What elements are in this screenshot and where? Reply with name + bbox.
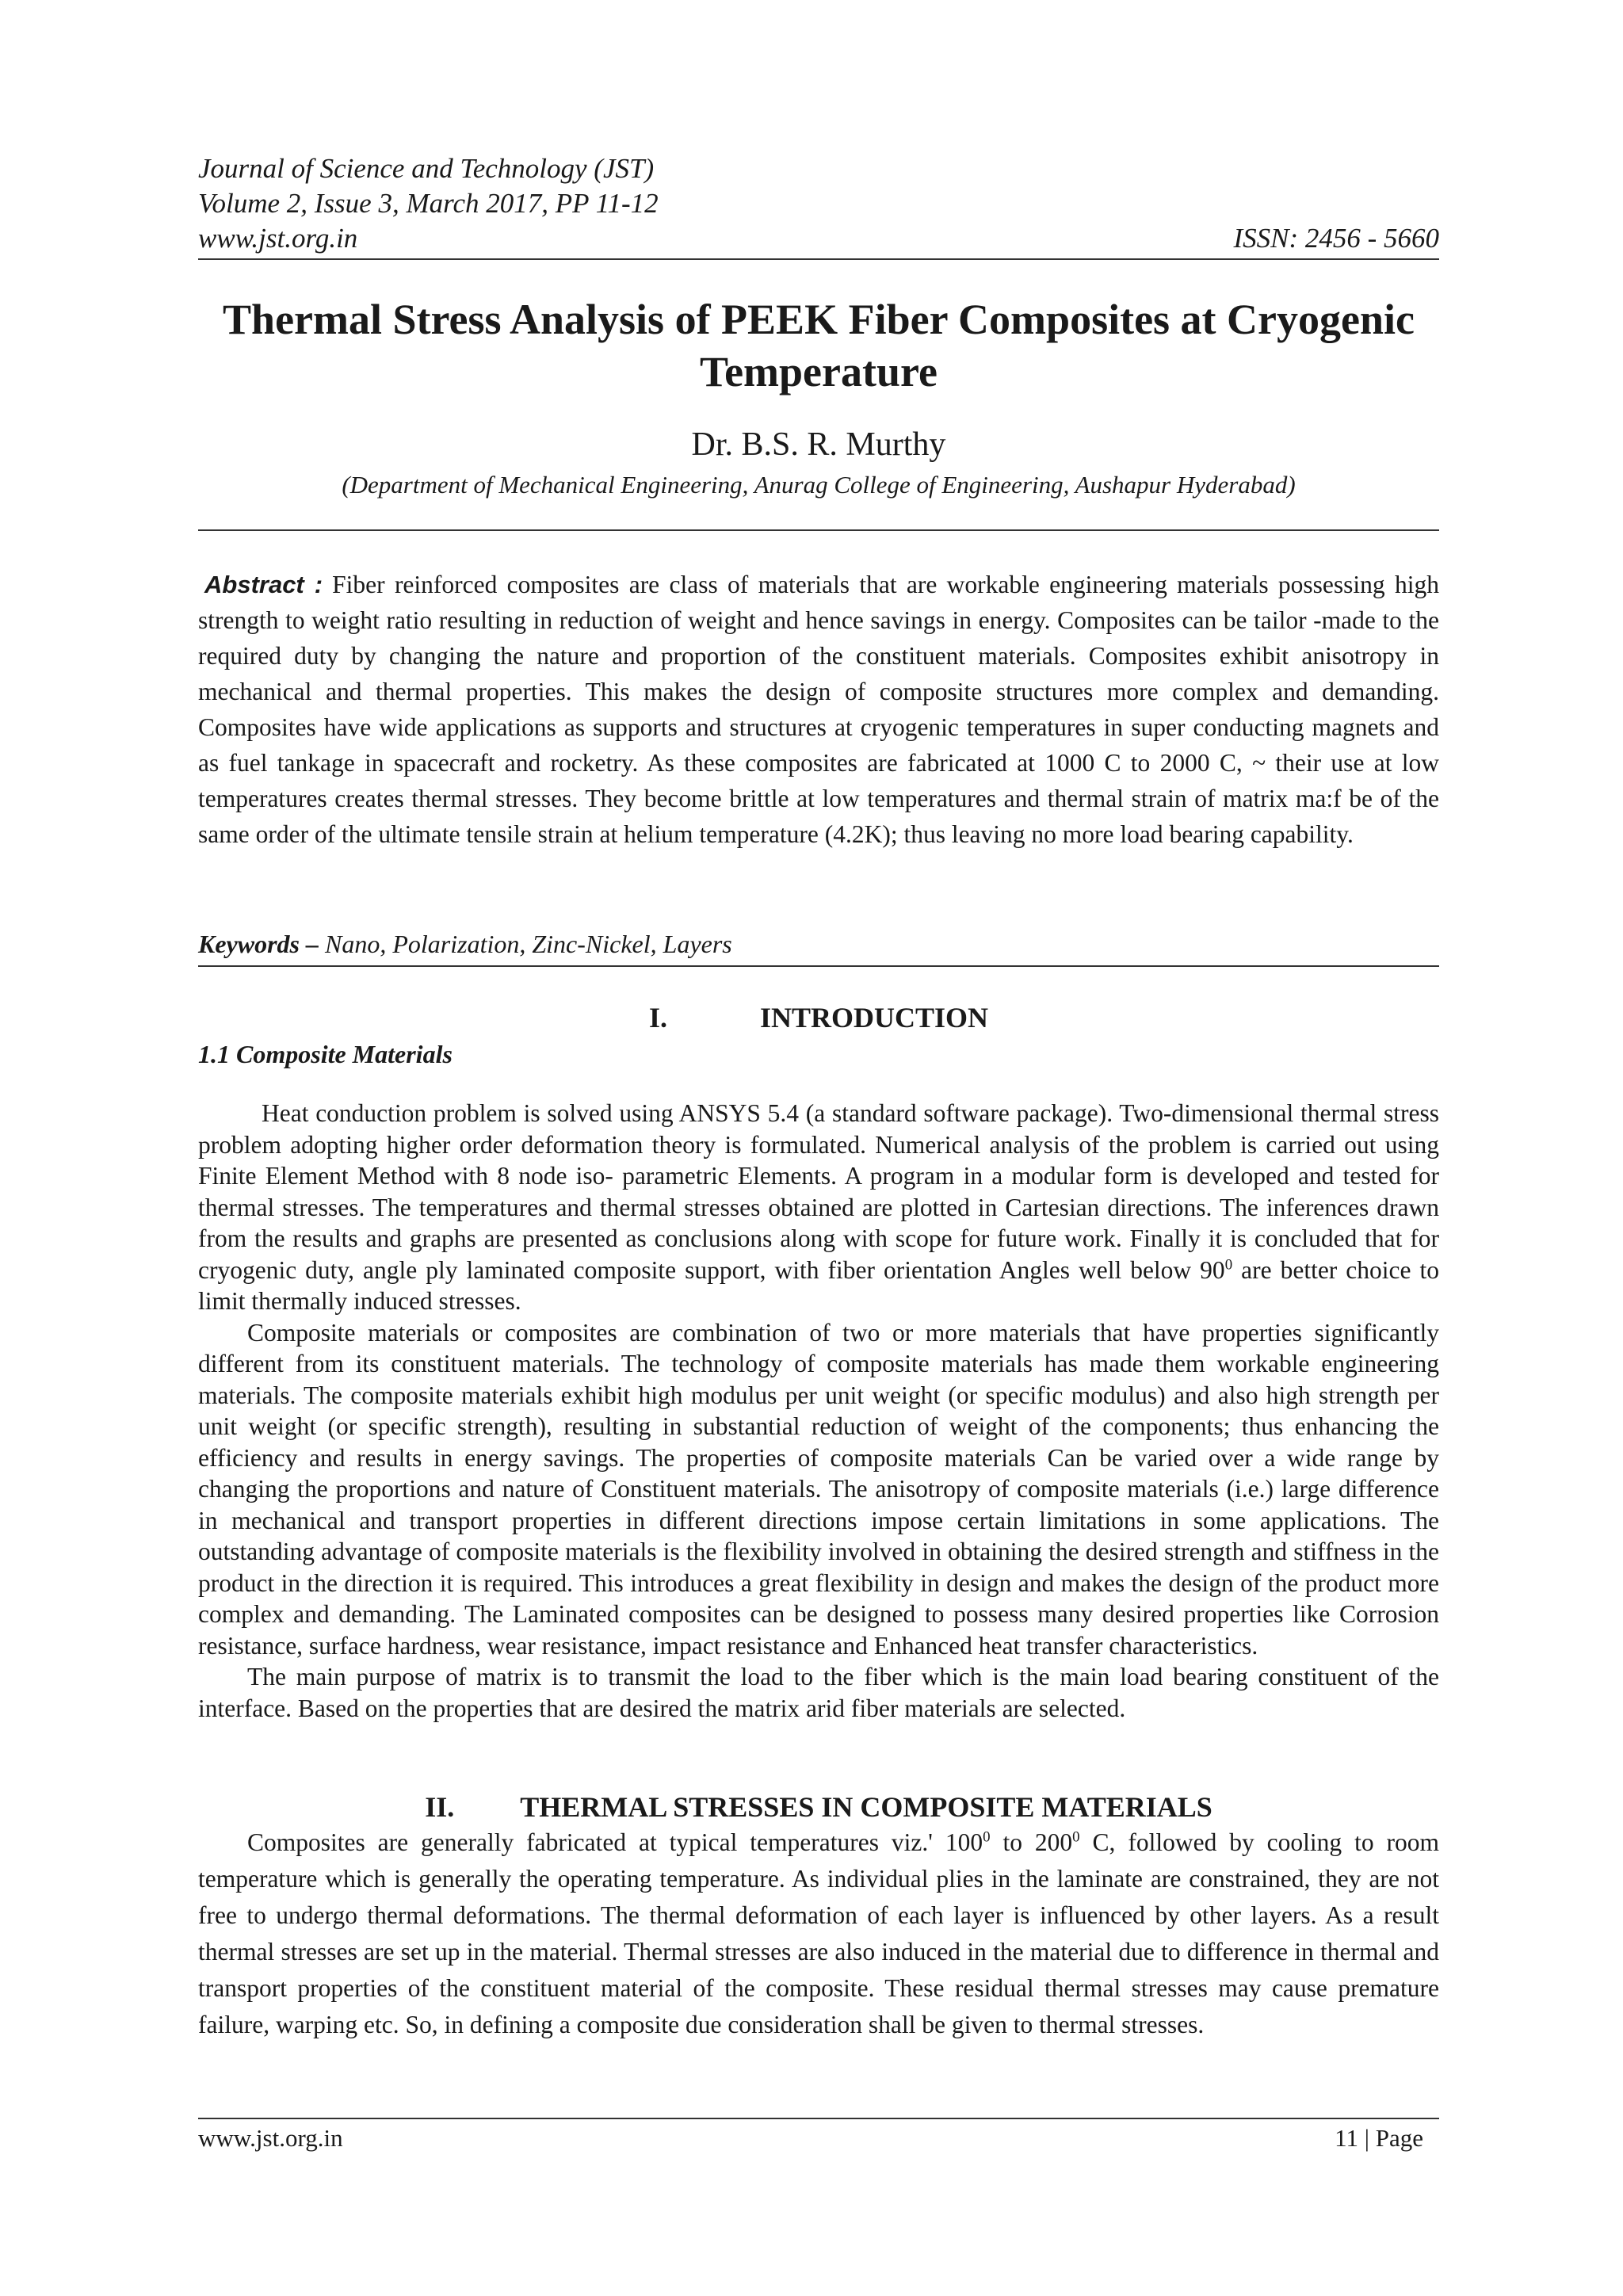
section-heading-thermal-stresses	[198, 1790, 1439, 1824]
keywords-divider	[198, 965, 1439, 967]
header-divider	[198, 258, 1439, 260]
abstract-text: Fiber reinforced composites are class of materials that are workable engineering materials possessing high strength to weight ratio resulting in reduction of weight and hence savings in energy. Composites can be tailor -made to the required duty by changing the nature and proportion of the constituent materials. Composites exhibit anisotropy in mechanical and thermal properties. This makes the design of composite structures more complex and demanding. Composites have wide applications as supports and structures at cryogenic temperatures in super conducting magnets and as fuel tankage in spacecraft and rocketry. As these composites are fabricated at 1000 C to 2000 C, ~ their use at low temperatures creates thermal stresses. They become brittle at low temperatures and thermal strain of matrix ma:f be of the same order of the ultimate tensile strain at helium temperature (4.2K); thus leaving no more load bearing capability.	[198, 571, 1439, 848]
section-number: I.	[648, 1002, 667, 1033]
keywords-text: Nano, Polarization, Zinc-Nickel, Layers	[325, 930, 732, 958]
paper-title: Thermal Stress Analysis of PEEK Fiber Composites at Cryogenic Temperature	[223, 296, 1415, 395]
journal-meta-line	[198, 222, 1439, 255]
footer-divider	[198, 2118, 1439, 2119]
keywords-label: Keywords –	[198, 930, 319, 958]
journal-volume: Volume 2, Issue 3, March 2017, PP 11-12	[198, 188, 659, 219]
section-number: II.	[425, 1791, 455, 1823]
paragraph: Heat conduction problem is solved using ANSYS 5.4 (a standard software package). Two-dimensional thermal stress problem adopting higher order deformation theory is formulated. Numerical analysis of the problem is carried out using Finite Element Method with 8 node iso- parametric Elements. A program in a modular form is developed and tested for thermal stresses. The temperatures and thermal stresses obtained are plotted in Cartesian directions. The inferences drawn from the results and graphs are presented as conclusions along with scope for future work. Finally it is concluded that for cryogenic duty, angle ply laminated composite support, with fiber orientation Angles well below $90^0$ are better choice to limit thermally induced stresses.	[198, 1099, 1439, 1315]
journal-issn: ISSN: 2456 - 5660	[1233, 223, 1439, 254]
paragraph: The main purpose of matrix is to transmit the load to the fiber which is the main load bearing constituent of the interface. Based on the properties that are desired the matrix arid fiber materials are selected.	[198, 1663, 1439, 1722]
paragraph: Composite materials or composites are combination of two or more materials that have properties significantly different from its constituent materials. The technology of composite materials has made them workable engineering materials. The composite materials exhibit high modulus per unit weight (or specific modulus) and also high strength per unit weight (or specific strength), resulting in substantial reduction of weight of the components; thus enhancing the efficiency and results in energy savings. The properties of composite materials Can be varied over a wide range by changing the proportions and nature of Constituent materials. The anisotropy of composite materials (i.e.) large difference in mechanical and transport properties in different directions impose certain limitations in some applications. The outstanding advantage of composite materials is the flexibility involved in obtaining the desired strength and stiffness in the product in the direction it is required. This introduces a great flexibility in design and makes the design of the product more complex and demanding. The Laminated composites can be designed to possess many desired properties like Corrosion resistance, surface hardness, wear resistance, impact resistance and Enhanced heat transfer characteristics.	[198, 1318, 1439, 1660]
thermal-stresses-body	[198, 1824, 1439, 2043]
section-title: INTRODUCTION	[759, 1002, 989, 1033]
section-heading-introduction	[198, 1000, 1439, 1035]
journal-url[interactable]: www.jst.org.in	[198, 223, 358, 254]
section-title: THERMAL STRESSES IN COMPOSITE MATERIALS	[520, 1791, 1212, 1823]
abstract-block	[198, 567, 1439, 852]
introduction-body	[198, 1098, 1439, 1724]
paper-author: Dr. B.S. R. Murthy	[691, 426, 946, 463]
page-footer	[198, 2122, 1439, 2154]
title-divider	[198, 529, 1439, 531]
abstract-label: Abstract :	[204, 571, 323, 598]
author-affiliation: (Department of Mechanical Engineering, Anurag College of Engineering, Aushapur Hyderabad)	[342, 471, 1296, 499]
keywords-line	[198, 927, 1439, 961]
page-number: 11 | Page	[1335, 2124, 1423, 2152]
journal-name: Journal of Science and Technology (JST)	[198, 153, 655, 184]
footer-url[interactable]: www.jst.org.in	[198, 2124, 343, 2152]
paragraph: Composites are generally fabricated at typical temperatures viz.' $100^0$ to $200^0$ C, followed by cooling to room temperature which is generally the operating temperature. As individual plies in the laminate are constrained, they are not free to undergo thermal deformations. The thermal deformation of each layer is influenced by other layers. As a result thermal stresses are set up in the material. Thermal stresses are also induced in the material due to difference in thermal and transport properties of the constituent material of the composite. These residual thermal stresses may cause premature failure, warping etc. So, in defining a composite due consideration shall be given to thermal stresses.	[198, 1828, 1439, 2038]
subsection-heading: 1.1 Composite Materials	[198, 1040, 453, 1068]
